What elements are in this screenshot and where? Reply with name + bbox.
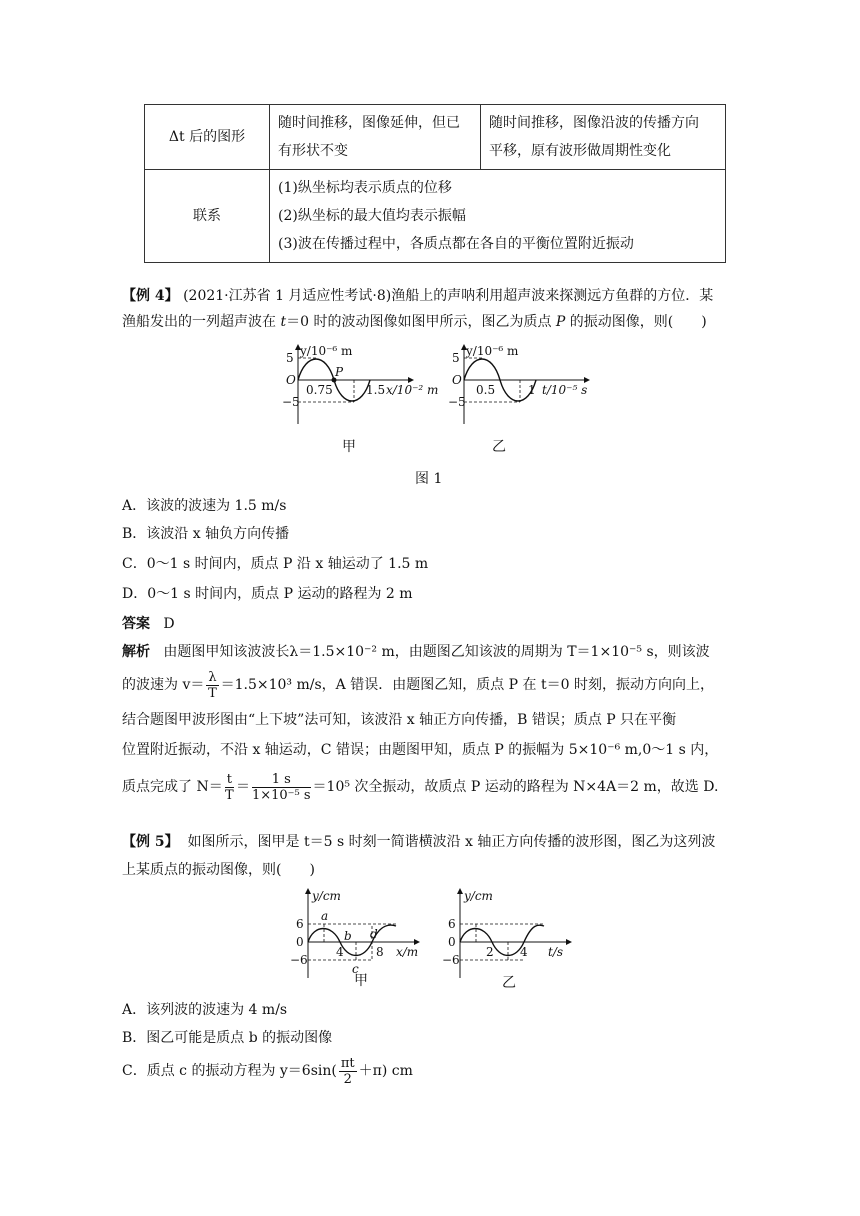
point-c-label: c (352, 962, 359, 976)
fraction-numerator: πt (340, 1055, 355, 1071)
y-min-tick: −5 (448, 395, 466, 409)
analysis-label: 解析 (122, 644, 150, 660)
vibration-graph-yi-5 (438, 886, 574, 982)
analysis-line2 (122, 668, 714, 702)
y-min-tick: −6 (290, 953, 308, 967)
table-cell (481, 105, 726, 170)
fraction-denominator: 2 (343, 1071, 352, 1087)
row-header: Δt 后的图形 (145, 105, 270, 170)
t-axis-label: t/s (548, 945, 564, 959)
fraction-numerator: 1 s (252, 772, 311, 788)
point-a-label: a (321, 909, 329, 923)
x-tick-2: 8 (376, 945, 384, 959)
question-text: (2021·江苏省 1 月适应性考试·8)渔船上的声呐利用超声波来探测远方鱼群的方位．某 (183, 288, 714, 304)
fraction (206, 670, 218, 701)
y-min-tick: −6 (442, 953, 460, 967)
answer-value: D (163, 616, 175, 632)
option-b-5: B．图乙可能是质点 b 的振动图像 (122, 1030, 333, 1046)
y-axis-label: y/10⁻⁶ m (300, 344, 353, 358)
origin-label: O (452, 373, 462, 387)
t-tick-1: 2 (486, 945, 494, 959)
table-cell (270, 170, 726, 263)
vibration-graph-yi (444, 342, 614, 430)
example4-line2 (122, 312, 707, 332)
analysis-line4: 位置附近振动，不沿 x 轴运动，C 错误；由题图甲知，质点 P 的振幅为 5×10⁻⁶ m,0～1 s 内， (122, 742, 719, 758)
cell-line: 随时间推移，图像延伸，但已 (278, 115, 460, 131)
figure-caption: 图 1 (415, 471, 443, 487)
table-row (145, 170, 726, 263)
fraction (339, 1056, 357, 1087)
example5-line1 (122, 832, 715, 852)
point-p-label: P (335, 365, 344, 379)
fraction-numerator: t (226, 771, 232, 787)
x-axis-label: x/m (396, 945, 419, 959)
option-b: B．该波沿 x 轴负方向传播 (122, 526, 290, 542)
example-label: 【例 5】 (122, 834, 179, 850)
analysis-line3: 结合题图甲波形图由“上下坡”法可知，该波沿 x 轴正方向传播，B 错误；质点 P 只在平衡 (122, 712, 677, 728)
option-a: A．该波的波速为 1.5 m/s (122, 498, 287, 514)
fraction-denominator: T (224, 787, 234, 803)
figure-label-jia-5: 甲 (354, 973, 368, 989)
fraction-denominator: T (208, 685, 217, 701)
t-axis-label: t/10⁻⁵ s (542, 383, 588, 397)
option-c: C．0～1 s 时间内，质点 P 沿 x 轴运动了 1.5 m (122, 556, 429, 572)
cell-line: 有形状不变 (278, 143, 348, 159)
analysis-line5 (122, 770, 718, 804)
cell-line: 平移，原有波形做周期性变化 (489, 143, 671, 159)
cell-line: (3)波在传播过程中，各质点都在各自的平衡位置附近振动 (278, 236, 634, 252)
x-axis-label: x/10⁻² m (386, 383, 438, 397)
analysis-text: 质点完成了 N＝ (122, 779, 223, 795)
x-tick-1: 4 (336, 945, 344, 959)
option-text: ＋π) cm (358, 1063, 413, 1079)
origin-label: O (286, 373, 296, 387)
comparison-table (144, 104, 726, 263)
analysis-line1 (122, 642, 710, 662)
x-tick-1: 0.75 (306, 383, 333, 397)
analysis-text: 由题图甲知该波波长λ＝1.5×10⁻² m，由题图乙知该波的周期为 T＝1×10⁻⁵ s，则该波 (163, 644, 710, 660)
example5-line2: 上某质点的振动图像，则( ) (122, 862, 315, 878)
point-d-label: d (370, 927, 378, 941)
fraction-numerator: λ (208, 669, 217, 685)
option-text: C．质点 c 的振动方程为 y＝6sin( (122, 1063, 337, 1079)
y-max-tick: 5 (452, 351, 460, 365)
analysis-text: ＝ (235, 779, 250, 795)
y-axis-label: y/10⁻⁶ m (466, 344, 519, 358)
figure-label-yi-5: 乙 (502, 975, 516, 991)
point-b-label: b (344, 929, 352, 943)
t-tick-2: 1 (528, 383, 536, 397)
answer-label: 答案 (122, 616, 150, 632)
y-max-tick: 6 (448, 917, 456, 931)
t-tick-1: 0.5 (476, 383, 496, 397)
fraction (225, 772, 234, 803)
option-a-5: A．该列波的波速为 4 m/s (122, 1002, 288, 1018)
table-row (145, 105, 726, 170)
question-text: 的振动图像，则( ) (565, 314, 707, 330)
y-axis-label: y/cm (464, 889, 493, 903)
answer-line (122, 614, 175, 634)
cell-line: (2)纵坐标的最大值均表示振幅 (278, 208, 466, 224)
analysis-text: 的波速为 v＝ (122, 677, 205, 693)
y-min-tick: −5 (282, 395, 300, 409)
figure-label-yi: 乙 (492, 439, 506, 455)
question-text: 如图所示，图甲是 t＝5 s 时刻一简谐横波沿 x 轴正方向传播的波形图，图乙为这列波 (187, 834, 716, 850)
figure-label-jia: 甲 (342, 439, 356, 455)
var-p: P (555, 314, 566, 330)
cell-line: 随时间推移，图像沿波的传播方向 (489, 115, 699, 131)
cell-line: (1)纵坐标均表示质点的位移 (278, 180, 452, 196)
option-c-5 (122, 1054, 413, 1088)
wave-graph-jia-5 (290, 886, 430, 982)
wave-graph-jia (278, 342, 438, 430)
y-max-tick: 5 (286, 351, 294, 365)
example4-line1 (122, 286, 713, 306)
analysis-text: ＝1.5×10³ m/s，A 错误．由题图乙知，质点 P 在 t＝0 时刻，振动方向向上， (220, 677, 714, 693)
row-header: 联系 (145, 170, 270, 263)
analysis-text: ＝10⁵ 次全振动，故质点 P 运动的路程为 N×4A＝2 m，故选 D. (312, 779, 719, 795)
y-zero-tick: 0 (296, 935, 304, 949)
option-d: D．0～1 s 时间内，质点 P 运动的路程为 2 m (122, 586, 413, 602)
x-tick-2: 1.5 (366, 383, 386, 397)
t-tick-2: 4 (520, 945, 528, 959)
y-max-tick: 6 (296, 917, 304, 931)
fraction-denominator: 1×10⁻⁵ s (251, 787, 311, 803)
question-text: ＝0 时的波动图像如图甲所示，图乙为质点 (286, 314, 556, 330)
question-text: 渔船发出的一列超声波在 (122, 314, 281, 330)
y-axis-label: y/cm (312, 889, 341, 903)
fraction (252, 772, 311, 803)
y-zero-tick: 0 (448, 935, 456, 949)
var-t: t (280, 314, 287, 330)
table-cell (270, 105, 481, 170)
example-label: 【例 4】 (122, 288, 179, 304)
